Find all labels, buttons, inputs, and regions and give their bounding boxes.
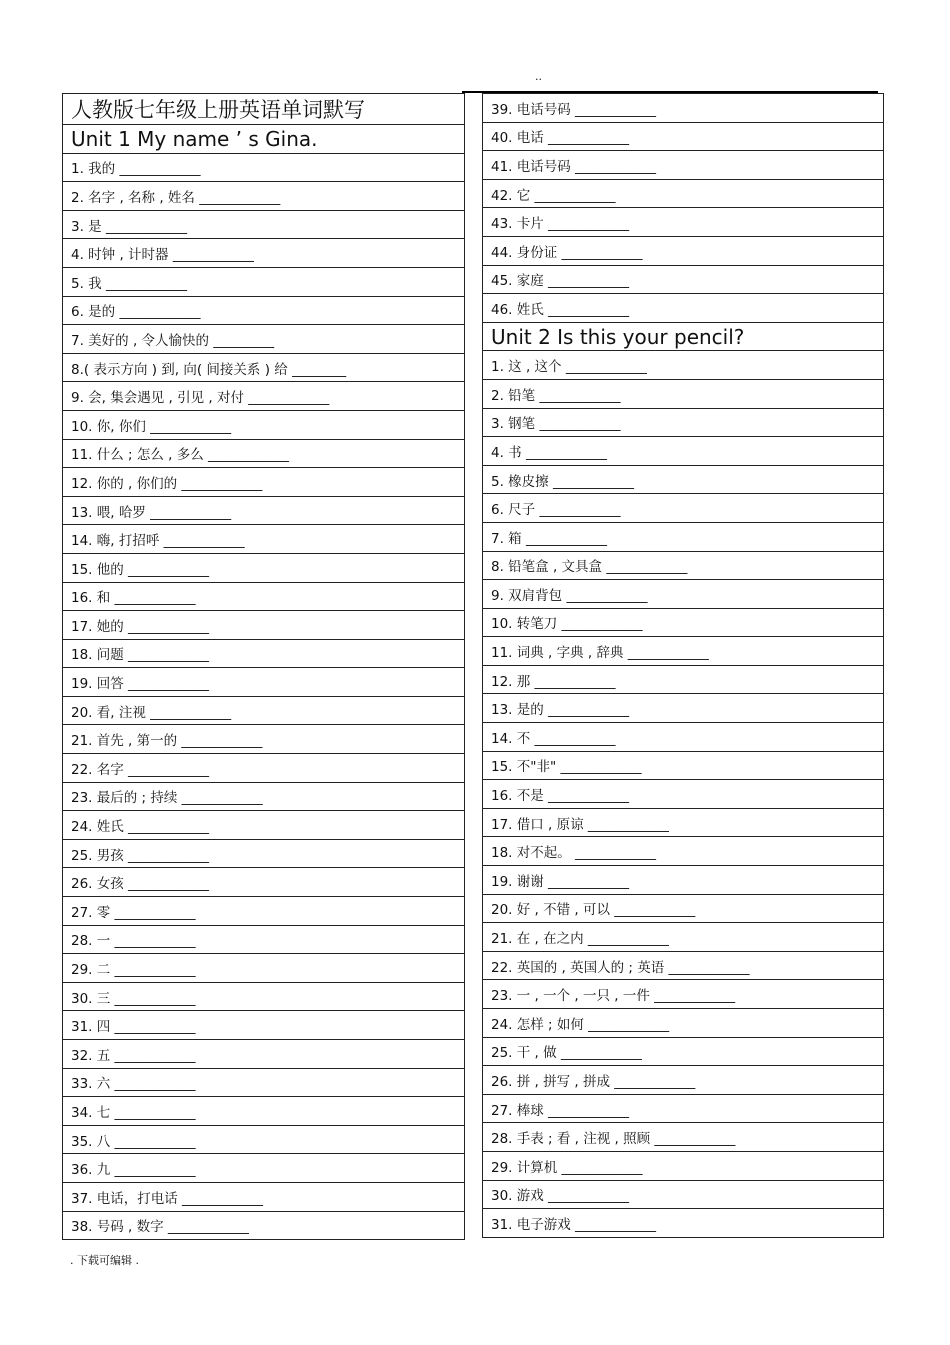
vocab-item-row — [483, 437, 884, 466]
vocab-item-row — [63, 1068, 465, 1097]
vocab-item: 41. 电话号码 ____________ — [483, 151, 884, 180]
worksheet-title: 人教版七年级上册英语单词默写 — [63, 94, 465, 125]
vocab-item-row — [483, 980, 884, 1009]
vocab-item-row — [483, 351, 884, 380]
unit-2-heading-row — [483, 322, 884, 351]
vocab-item-row — [483, 723, 884, 752]
vocab-item: 35. 八 ____________ — [63, 1125, 465, 1154]
vocab-item-row — [63, 153, 465, 182]
vocab-item: 17. 她的 ____________ — [63, 611, 465, 640]
vocab-item: 36. 九 ____________ — [63, 1154, 465, 1183]
vocab-item: 3. 是 ____________ — [63, 210, 465, 239]
vocab-item-row — [483, 1094, 884, 1123]
vocab-item-row — [63, 553, 465, 582]
vocab-item-row — [483, 465, 884, 494]
vocab-item-row — [483, 151, 884, 180]
vocab-item-row — [63, 668, 465, 697]
vocab-item: 21. 首先 , 第一的 ____________ — [63, 725, 465, 754]
vocab-item: 5. 橡皮擦 ____________ — [483, 465, 884, 494]
vocab-item: 29. 二 ____________ — [63, 954, 465, 983]
vocab-item-row — [483, 122, 884, 151]
vocab-item: 43. 卡片 ____________ — [483, 208, 884, 237]
vocab-item-row — [483, 1151, 884, 1180]
vocab-item-row — [483, 1009, 884, 1038]
vocab-item-row — [63, 839, 465, 868]
vocab-item-row — [63, 1154, 465, 1183]
vocab-item-row — [483, 208, 884, 237]
vocab-item-row — [483, 408, 884, 437]
vocab-item: 14. 不 ____________ — [483, 723, 884, 752]
vocab-item: 2. 铅笔 ____________ — [483, 379, 884, 408]
vocab-item: 46. 姓氏 ____________ — [483, 294, 884, 323]
vocab-item: 14. 嗨, 打招呼 ____________ — [63, 525, 465, 554]
vocab-item: 15. 不"非" ____________ — [483, 751, 884, 780]
vocab-item: 16. 不是 ____________ — [483, 780, 884, 809]
vocab-item-row — [483, 94, 884, 123]
vocab-item-row — [63, 353, 465, 382]
vocab-item-row — [63, 182, 465, 211]
vocab-item-row — [63, 925, 465, 954]
vocab-item-row — [483, 1209, 884, 1238]
vocab-item-row — [483, 866, 884, 895]
vocab-item: 12. 那 ____________ — [483, 665, 884, 694]
vocab-item: 18. 问题 ____________ — [63, 639, 465, 668]
vocab-item-row — [63, 725, 465, 754]
vocab-item: 42. 它 ____________ — [483, 179, 884, 208]
vocab-item: 45. 家庭 ____________ — [483, 265, 884, 294]
vocab-item: 8. 铅笔盒 , 文具盒 ____________ — [483, 551, 884, 580]
vocab-item-row — [63, 239, 465, 268]
vocab-item: 28. 手表 ; 看 , 注视 , 照顾 ____________ — [483, 1123, 884, 1152]
vocab-item-row — [483, 808, 884, 837]
vocab-item-row — [63, 325, 465, 354]
vocab-item: 18. 对不起。 ____________ — [483, 837, 884, 866]
vocab-item: 24. 姓氏 ____________ — [63, 811, 465, 840]
vocab-item-row — [63, 210, 465, 239]
vocab-item: 37. 电话，打电话 ____________ — [63, 1182, 465, 1211]
vocab-item-row — [483, 379, 884, 408]
vocab-item: 3. 钢笔 ____________ — [483, 408, 884, 437]
vocab-item: 6. 是的 ____________ — [63, 296, 465, 325]
vocab-item: 34. 七 ____________ — [63, 1097, 465, 1126]
vocab-item-row — [483, 551, 884, 580]
vocab-item-row — [483, 294, 884, 323]
vocab-item-row — [63, 1211, 465, 1240]
vocab-item: 40. 电话 ____________ — [483, 122, 884, 151]
vocab-item-row — [483, 265, 884, 294]
vocab-item: 6. 尺子 ____________ — [483, 494, 884, 523]
vocab-item: 7. 美好的 , 令人愉快的 _________ — [63, 325, 465, 354]
vocab-item-row — [63, 382, 465, 411]
vocab-item-row — [483, 894, 884, 923]
vocab-item: 44. 身份证 ____________ — [483, 236, 884, 265]
vocab-item-row — [63, 410, 465, 439]
vocab-item: 4. 时钟 , 计时器 ____________ — [63, 239, 465, 268]
vocab-item: 28. 一 ____________ — [63, 925, 465, 954]
header-dots: .. — [535, 70, 542, 83]
vocab-item: 19. 谢谢 ____________ — [483, 866, 884, 895]
vocab-item: 24. 怎样 ; 如何 ____________ — [483, 1009, 884, 1038]
vocab-item: 30. 三 ____________ — [63, 982, 465, 1011]
vocab-item: 16. 和 ____________ — [63, 582, 465, 611]
vocab-item: 26. 拼 , 拼写 , 拼成 ____________ — [483, 1066, 884, 1095]
vocab-item: 32. 五 ____________ — [63, 1040, 465, 1069]
vocab-item-row — [63, 954, 465, 983]
vocab-item-row — [63, 782, 465, 811]
vocab-item-row — [483, 665, 884, 694]
vocab-item: 33. 六 ____________ — [63, 1068, 465, 1097]
vocab-item: 38. 号码 , 数字 ____________ — [63, 1211, 465, 1240]
vocab-item: 1. 这 , 这个 ____________ — [483, 351, 884, 380]
vocab-item: 11. 词典 , 字典 , 辞典 ____________ — [483, 637, 884, 666]
vocab-item-row — [63, 439, 465, 468]
vocab-item-row — [63, 296, 465, 325]
vocab-item-row — [483, 1066, 884, 1095]
vocab-item: 31. 电子游戏 ____________ — [483, 1209, 884, 1238]
vocab-item: 22. 名字 ____________ — [63, 754, 465, 783]
vocab-item-row — [63, 811, 465, 840]
vocab-item-row — [63, 982, 465, 1011]
vocab-item: 10. 你, 你们 ____________ — [63, 410, 465, 439]
vocab-item-row — [63, 754, 465, 783]
vocab-item-row — [483, 179, 884, 208]
vocab-item: 27. 零 ____________ — [63, 897, 465, 926]
vocab-item: 30. 游戏 ____________ — [483, 1180, 884, 1209]
vocab-item-row — [483, 751, 884, 780]
vocab-item: 13. 是的 ____________ — [483, 694, 884, 723]
vocab-item: 22. 英国的 , 英国人的 ; 英语 ____________ — [483, 951, 884, 980]
vocab-item-row — [63, 868, 465, 897]
unit-2-heading: Unit 2 Is this your pencil? — [483, 322, 884, 351]
vocab-item-row — [63, 496, 465, 525]
vocab-item: 15. 他的 ____________ — [63, 553, 465, 582]
footer-note: . 下载可编辑 . — [70, 1254, 139, 1267]
vocab-item: 19. 回答 ____________ — [63, 668, 465, 697]
vocab-item-row — [63, 611, 465, 640]
vocab-item-row — [63, 1125, 465, 1154]
vocab-item-row — [483, 1037, 884, 1066]
right-column-table — [482, 93, 884, 1238]
vocab-item-row — [483, 580, 884, 609]
vocab-item: 39. 电话号码 ____________ — [483, 94, 884, 123]
vocab-item-row — [483, 837, 884, 866]
vocab-item: 5. 我 ____________ — [63, 267, 465, 296]
vocab-item: 29. 计算机 ____________ — [483, 1151, 884, 1180]
vocab-item: 27. 棒球 ____________ — [483, 1094, 884, 1123]
vocab-item-row — [63, 267, 465, 296]
vocab-item: 4. 书 ____________ — [483, 437, 884, 466]
vocab-item: 2. 名字 , 名称 , 姓名 ____________ — [63, 182, 465, 211]
vocab-item-row — [63, 696, 465, 725]
vocab-item: 23. 最后的 ; 持续 ____________ — [63, 782, 465, 811]
vocab-item: 23. 一 , 一个 , 一只 , 一件 ____________ — [483, 980, 884, 1009]
vocab-item: 26. 女孩 ____________ — [63, 868, 465, 897]
vocab-item: 25. 干 , 做 ____________ — [483, 1037, 884, 1066]
vocab-item-row — [483, 1180, 884, 1209]
vocab-item-row — [483, 780, 884, 809]
vocab-item-row — [63, 1011, 465, 1040]
vocab-item: 31. 四 ____________ — [63, 1011, 465, 1040]
vocab-item-row — [483, 1123, 884, 1152]
vocab-item: 11. 什么 ; 怎么 , 多么 ____________ — [63, 439, 465, 468]
vocab-item: 25. 男孩 ____________ — [63, 839, 465, 868]
vocab-item-row — [483, 923, 884, 952]
vocab-item-row — [63, 897, 465, 926]
vocab-item-row — [63, 1182, 465, 1211]
vocab-item: 20. 好 , 不错 , 可以 ____________ — [483, 894, 884, 923]
vocab-item-row — [483, 522, 884, 551]
vocab-item: 12. 你的 , 你们的 ____________ — [63, 468, 465, 497]
vocab-item-row — [483, 637, 884, 666]
vocab-item-row — [63, 639, 465, 668]
vocab-item: 17. 借口 , 原谅 ____________ — [483, 808, 884, 837]
vocab-item: 9. 会, 集会遇见 , 引见 , 对付 ____________ — [63, 382, 465, 411]
vocab-item-row — [63, 525, 465, 554]
vocab-item-row — [483, 236, 884, 265]
unit-heading-row — [63, 125, 465, 154]
unit-1-heading: Unit 1 My name ’ s Gina. — [63, 125, 465, 154]
title-row — [63, 94, 465, 125]
vocab-item-row — [483, 694, 884, 723]
vocab-item: 7. 箱 ____________ — [483, 522, 884, 551]
vocab-item-row — [63, 468, 465, 497]
vocab-item-row — [483, 951, 884, 980]
vocab-item: 10. 转笔刀 ____________ — [483, 608, 884, 637]
vocab-item-row — [483, 494, 884, 523]
vocab-item: 9. 双肩背包 ____________ — [483, 580, 884, 609]
vocab-item: 1. 我的 ____________ — [63, 153, 465, 182]
vocab-item-row — [63, 1097, 465, 1126]
vocab-item-row — [63, 1040, 465, 1069]
vocab-item: 8.( 表示方向 ) 到, 向( 间接关系 ) 给 ________ — [63, 353, 465, 382]
vocab-item-row — [483, 608, 884, 637]
vocab-item: 13. 喂, 哈罗 ____________ — [63, 496, 465, 525]
vocab-item: 20. 看, 注视 ____________ — [63, 696, 465, 725]
vocab-item-row — [63, 582, 465, 611]
left-column-table — [62, 93, 465, 1240]
vocab-item: 21. 在 , 在之内 ____________ — [483, 923, 884, 952]
